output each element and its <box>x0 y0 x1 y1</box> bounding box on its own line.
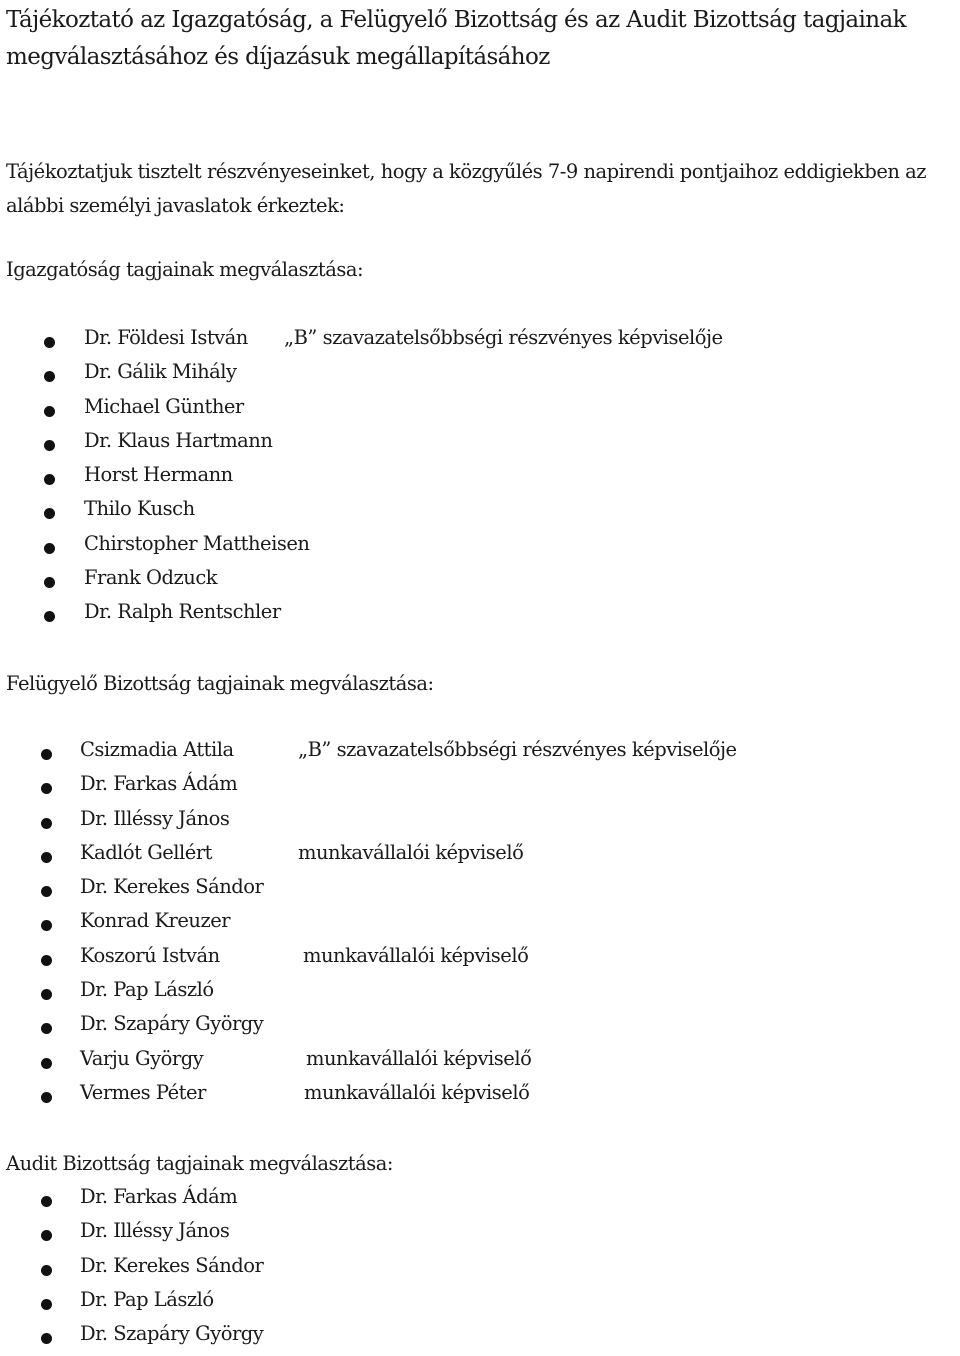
bullet-icon <box>41 1092 52 1103</box>
bullet-icon <box>41 1023 52 1034</box>
bullet-icon <box>41 1299 52 1310</box>
member-role: munkavállalói képviselő <box>298 840 524 864</box>
member-name: Dr. Illéssy János <box>80 806 230 830</box>
member-role: „B” szavazatelsőbbségi részvényes képviselője <box>284 326 723 349</box>
bullet-icon <box>44 337 55 348</box>
member-name: Dr. Kerekes Sándor <box>80 1253 264 1277</box>
member-name: Koszorú István <box>80 943 220 967</box>
member-name: Michael Günther <box>84 394 244 418</box>
member-role: munkavállalói képviselő <box>303 943 529 967</box>
member-name: Dr. Illéssy János <box>80 1219 230 1243</box>
bullet-icon <box>44 406 55 417</box>
member-name: Kadlót Gellért <box>80 840 212 864</box>
member-name: Horst Hermann <box>84 463 233 487</box>
member-name: Dr. Szapáry György <box>80 1322 264 1346</box>
bullet-icon <box>41 989 52 1000</box>
bullet-icon <box>41 852 52 863</box>
member-role: munkavállalói képviselő <box>306 1046 532 1070</box>
bullet-icon <box>41 886 52 897</box>
bullet-icon <box>41 955 52 966</box>
section-heading-supervisory: Felügyelő Bizottság tagjainak megválasztása: <box>6 672 434 695</box>
member-name: Dr. Ralph Rentschler <box>84 600 281 624</box>
member-name: Dr. Farkas Ádám <box>80 1185 238 1208</box>
member-name: Chirstopher Mattheisen <box>84 531 310 555</box>
bullet-icon <box>44 543 55 554</box>
member-name: Dr. Pap László <box>80 1287 214 1311</box>
member-name: Csizmadia Attila <box>80 738 234 761</box>
section-heading-board: Igazgatóság tagjainak megválasztása: <box>6 258 364 281</box>
bullet-icon <box>44 611 55 622</box>
member-name: Dr. Gálik Mihály <box>84 360 237 384</box>
bullet-icon <box>41 1333 52 1344</box>
bullet-icon <box>41 783 52 794</box>
section-heading-audit: Audit Bizottság tagjainak megválasztása: <box>6 1152 393 1175</box>
member-name: Vermes Péter <box>80 1080 206 1104</box>
bullet-icon <box>41 920 52 931</box>
member-name: Dr. Farkas Ádám <box>80 772 238 796</box>
member-role: munkavállalói képviselő <box>304 1080 530 1104</box>
bullet-icon <box>44 371 55 382</box>
bullet-icon <box>41 1058 52 1069</box>
bullet-icon <box>41 1196 52 1207</box>
member-name: Dr. Pap László <box>80 978 214 1002</box>
member-role: „B” szavazatelsőbbségi részvényes képviselője <box>298 738 737 761</box>
member-name: Thilo Kusch <box>84 497 195 521</box>
bullet-icon <box>44 508 55 519</box>
bullet-icon <box>41 818 52 829</box>
member-name: Dr. Klaus Hartmann <box>84 428 273 452</box>
bullet-icon <box>44 440 55 451</box>
bullet-icon <box>44 474 55 485</box>
bullet-icon <box>44 577 55 588</box>
bullet-icon <box>41 1230 52 1241</box>
member-name: Konrad Kreuzer <box>80 909 231 933</box>
member-name: Dr. Kerekes Sándor <box>80 875 264 899</box>
document-title: Tájékoztató az Igazgatóság, a Felügyelő Bizottság és az Audit Bizottság tagjainak megválasztásához és díjazásuk megállapításához <box>6 7 906 70</box>
member-name: Dr. Földesi István <box>84 326 248 349</box>
member-name: Frank Odzuck <box>84 566 218 590</box>
member-name: Dr. Szapáry György <box>80 1012 264 1036</box>
intro-paragraph: Tájékoztatjuk tisztelt részvényeseinket, hogy a közgyűlés 7-9 napirendi pontjaihoz eddigiekben az alábbi személyi javaslatok érkeztek: <box>6 160 927 217</box>
member-name: Varju György <box>80 1046 204 1070</box>
bullet-icon <box>41 749 52 760</box>
bullet-icon <box>41 1265 52 1276</box>
